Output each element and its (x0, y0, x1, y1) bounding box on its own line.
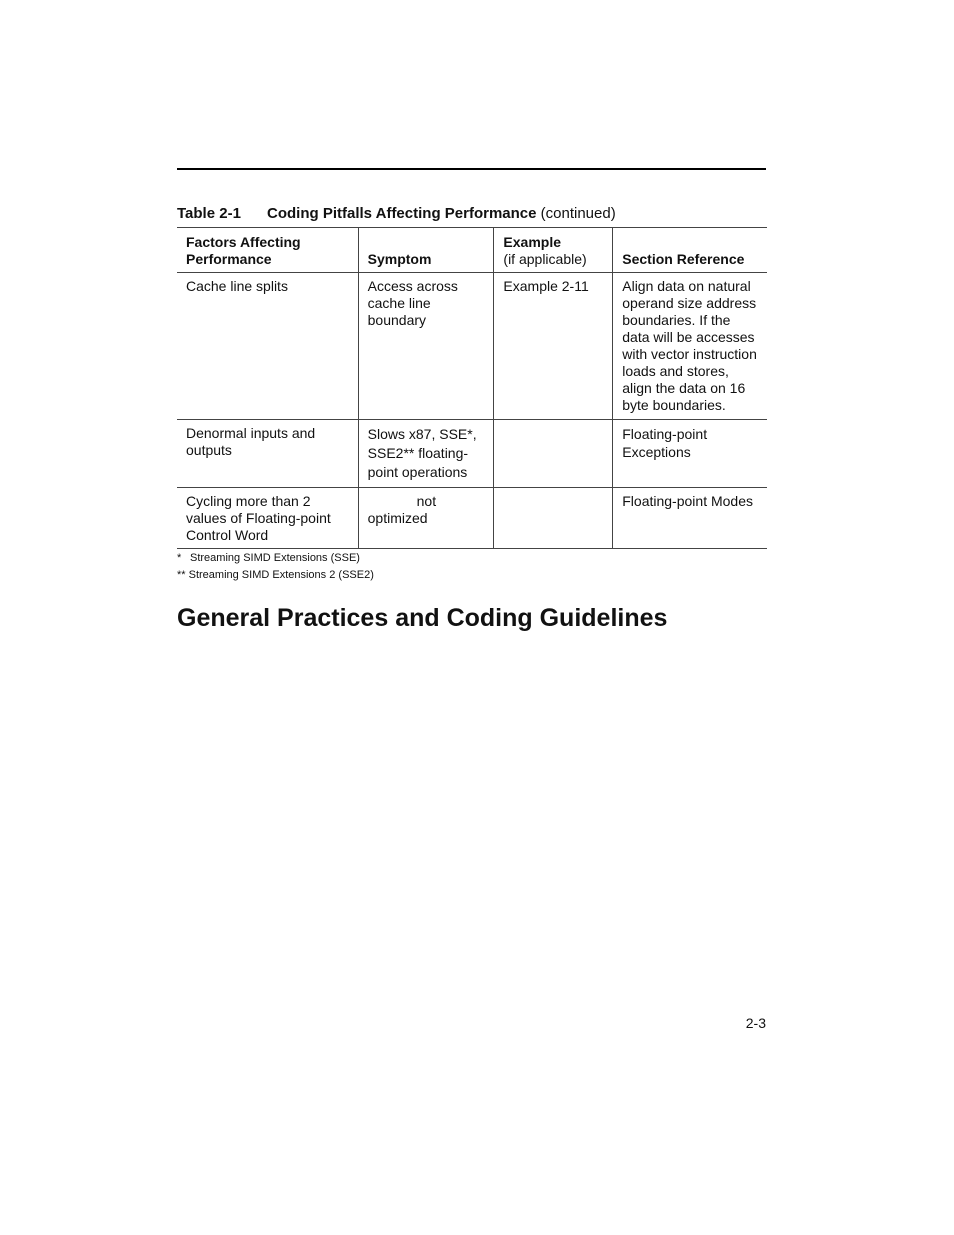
cell-section: Floating-point Exceptions (613, 420, 767, 488)
section-heading: General Practices and Coding Guidelines (177, 604, 668, 632)
cell-section: Floating-point Modes (613, 488, 767, 549)
cell-example (494, 420, 613, 488)
table-caption (177, 205, 616, 222)
cell-example (494, 488, 613, 549)
header-factors-line1: Factors Affecting (186, 234, 301, 250)
header-example-note: (if applicable) (503, 251, 587, 267)
top-rule (177, 168, 766, 170)
header-factors (177, 228, 358, 273)
cell-factor: Cache line splits (177, 273, 358, 420)
cell-symptom: Access across cache line boundary (358, 273, 494, 420)
table-title-suffix: (continued) (540, 205, 616, 222)
table-header-row (177, 228, 767, 273)
table-row (177, 488, 767, 549)
footnote-sse (177, 552, 360, 564)
footnote-sse2: ** Streaming SIMD Extensions 2 (SSE2) (177, 569, 374, 581)
page-number: 2-3 (745, 1015, 766, 1031)
header-symptom: Symptom (358, 228, 494, 273)
cell-factor: Denormal inputs and outputs (177, 420, 358, 488)
cell-symptom-line2: optimized (367, 510, 428, 526)
cell-symptom: Slows x87, SSE*, SSE2** floating-point operations (358, 420, 494, 488)
header-example (494, 228, 613, 273)
cell-symptom-line1: not (416, 493, 437, 509)
cell-symptom (358, 488, 494, 549)
table-row (177, 273, 767, 420)
footnote-mark: * (177, 552, 182, 564)
header-example-label: Example (503, 234, 561, 250)
table-row (177, 420, 767, 488)
table-label: Table 2-1 (177, 205, 241, 222)
pitfalls-table (177, 227, 767, 549)
table-title: Coding Pitfalls Affecting Performance (267, 205, 537, 222)
cell-factor: Cycling more than 2 values of Floating-point Control Word (177, 488, 358, 549)
header-section: Section Reference (613, 228, 767, 273)
header-factors-line2: Performance (186, 251, 272, 267)
cell-example: Example 2-11 (494, 273, 613, 420)
cell-section: Align data on natural operand size address boundaries. If the data will be accesses with vector instruction loads and stores, align the data on 16 byte boundaries. (613, 273, 767, 420)
footnote-text: Streaming SIMD Extensions (SSE) (190, 552, 360, 564)
